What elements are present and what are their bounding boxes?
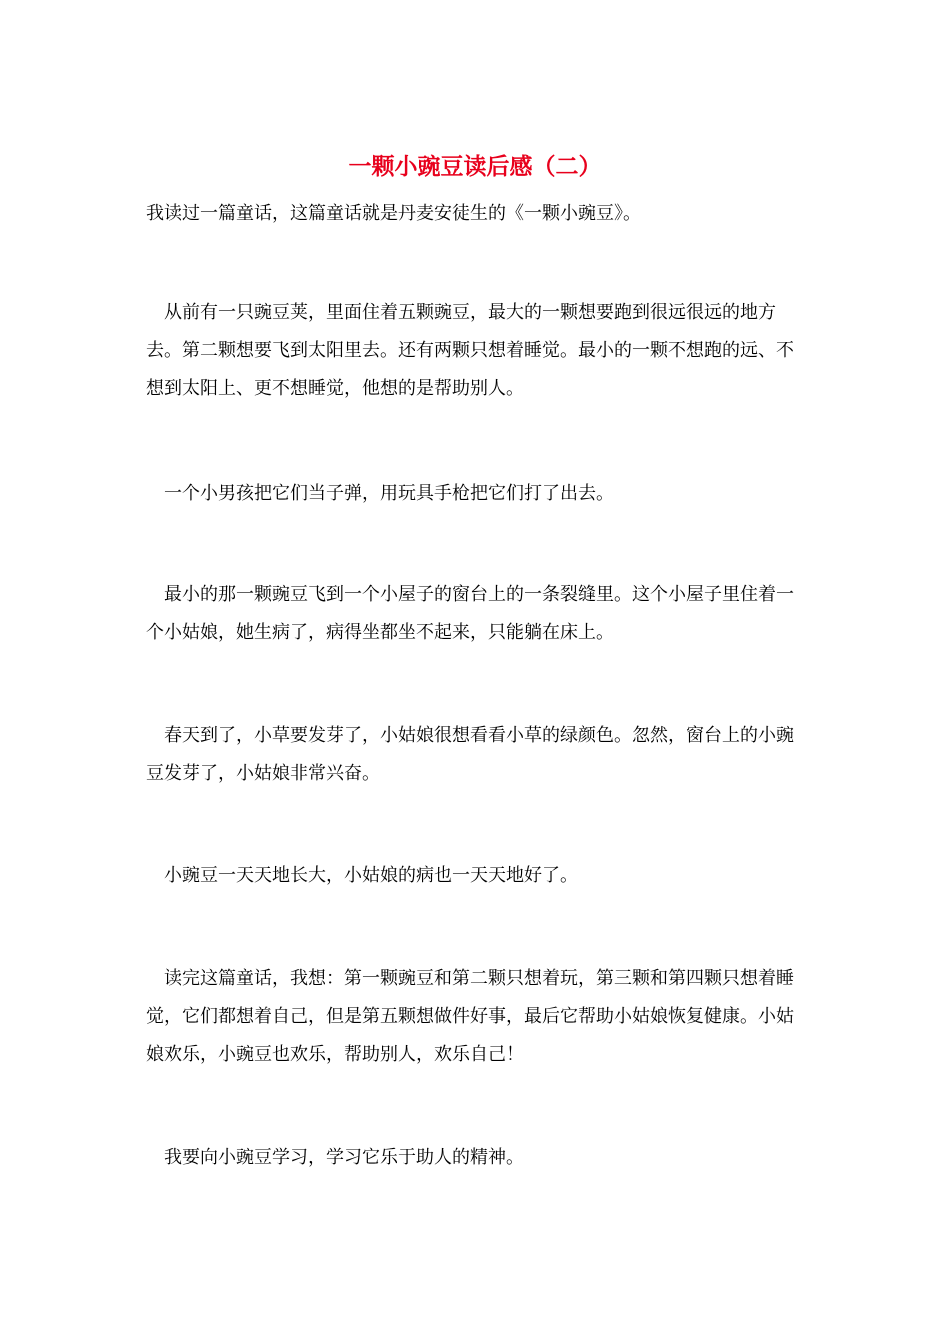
paragraph-conclusion: 我要向小豌豆学习，学习它乐于助人的精神。	[164, 1147, 524, 1168]
paragraph-growth: 小豌豆一天天地长大，小姑娘的病也一天天地好了。	[164, 865, 578, 886]
paragraph-reflection: 读完这篇童话，我想：第一颗豌豆和第二颗只想着玩，第三颗和第四颗只想着睡觉，它们都想着自己，但是第五颗想做件好事，最后它帮助小姑娘恢复健康。小姑娘欢乐，小豌豆也欢乐，帮助别人，欢乐自己！	[146, 968, 794, 1065]
document-title: 一颗小豌豆读后感（二）	[348, 153, 602, 180]
paragraph-peapod: 从前有一只豌豆荚，里面住着五颗豌豆，最大的一颗想要跑到很远很远的地方去。第二颗想要飞到太阳里去。还有两颗只想着睡觉。最小的一颗不想跑的远、不想到太阳上、更不想睡觉，他想的是帮助别人。	[146, 302, 794, 399]
paragraph-boy: 一个小男孩把它们当子弹，用玩具手枪把它们打了出去。	[164, 483, 614, 504]
paragraph-intro: 我读过一篇童话，这篇童话就是丹麦安徒生的《一颗小豌豆》。	[146, 203, 641, 224]
paragraph-window: 最小的那一颗豌豆飞到一个小屋子的窗台上的一条裂缝里。这个小屋子里住着一个小姑娘，她生病了，病得坐都坐不起来，只能躺在床上。	[146, 584, 794, 643]
paragraph-spring: 春天到了，小草要发芽了，小姑娘很想看看小草的绿颜色。忽然，窗台上的小豌豆发芽了，小姑娘非常兴奋。	[146, 725, 794, 784]
